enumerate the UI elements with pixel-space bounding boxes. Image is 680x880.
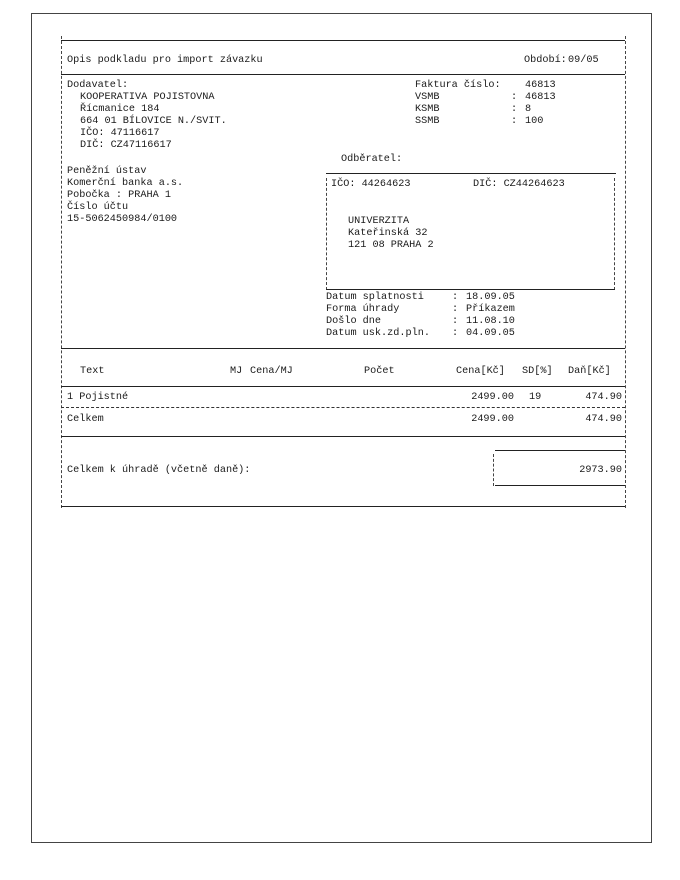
summary-label: Celkem k úhradě (včetně daně): [67,465,251,476]
ksmb-colon: : [511,104,518,115]
customer-box-left [326,178,327,290]
supplier-name: KOOPERATIVA POJISTOVNA [80,92,215,103]
tax-date-colon: : [452,328,459,339]
ssmb-colon: : [511,116,518,127]
invoice-number-label: Faktura číslo: [415,80,501,91]
table-top-rule [61,348,625,349]
total-rule [61,436,625,437]
col-count-header: Počet [364,366,395,377]
ssmb-value: 100 [525,116,544,127]
period-value: 09/05 [568,55,599,66]
customer-heading: Odběratel: [341,154,403,165]
bank-branch: Pobočka : PRAHA 1 [67,190,171,201]
payment-form-colon: : [452,304,459,315]
col-tax-header: Daň[Kč] [568,366,611,377]
customer-street: Kateřinská 32 [348,228,428,239]
tax-date-value: 04.09.05 [466,328,515,339]
row-tax: 474.90 [585,392,622,403]
customer-ico: IČO: 44264623 [331,179,411,190]
received-value: 11.08.10 [466,316,515,327]
header-rule [61,74,625,75]
row-price: 2499.00 [471,392,514,403]
supplier-heading: Dodavatel: [67,80,129,91]
payment-form-label: Forma úhrady [326,304,400,315]
due-date-label: Datum splatnosti [326,292,424,303]
supplier-city: 664 01 BÍLOVICE N./SVIT. [80,116,227,127]
customer-box-bottom [326,289,615,290]
summary-box-left [493,454,494,486]
customer-box-right [614,178,615,290]
supplier-dic: DIČ: CZ47116617 [80,140,172,151]
row-vat-rate: 19 [529,392,542,403]
col-unit-header: MJ [230,366,243,377]
bank-name: Komerční banka a.s. [67,178,184,189]
customer-box-top [326,173,616,174]
due-date-colon: : [452,292,459,303]
col-text-header: Text [80,366,105,377]
top-rule [61,40,625,41]
table-header-rule [61,386,625,387]
right-margin-line [625,36,626,508]
col-vat-header: SD[%] [522,366,553,377]
total-tax: 474.90 [585,414,622,425]
row-separator [61,407,625,408]
summary-amount: 2973.90 [579,465,622,476]
vsmb-value: 46813 [525,92,556,103]
bank-heading: Peněžní ústav [67,166,147,177]
customer-name: UNIVERZITA [348,216,410,227]
customer-dic: DIČ: CZ44264623 [473,179,565,190]
summary-box-bottom [495,485,625,486]
total-label: Celkem [67,414,104,425]
vsmb-label: VSMB [415,92,440,103]
total-price: 2499.00 [471,414,514,425]
row-text: 1 Pojistné [67,392,129,403]
due-date-value: 18.09.05 [466,292,515,303]
ksmb-label: KSMB [415,104,440,115]
account-number: 15-5062450984/0100 [67,214,178,225]
ksmb-value: 8 [525,104,532,115]
account-label: Číslo účtu [67,202,129,213]
page-title: Opis podkladu pro import závazku [67,55,263,66]
document-page [31,13,652,843]
col-price-header: Cena[Kč] [456,366,505,377]
summary-box-top [495,450,625,451]
ssmb-label: SSMB [415,116,440,127]
period-label: Období: [524,55,567,66]
customer-city: 121 08 PRAHA 2 [348,240,434,251]
payment-form-value: Příkazem [466,304,515,315]
supplier-street: Řícmanice 184 [80,104,160,115]
invoice-number: 46813 [525,80,556,91]
received-label: Došlo dne [326,316,382,327]
bottom-rule [61,506,625,507]
tax-date-label: Datum usk.zd.pln. [326,328,430,339]
received-colon: : [452,316,459,327]
vsmb-colon: : [511,92,518,103]
col-unit-price-header: Cena/MJ [250,366,293,377]
supplier-ico: IČO: 47116617 [80,128,160,139]
left-margin-line [61,36,62,508]
